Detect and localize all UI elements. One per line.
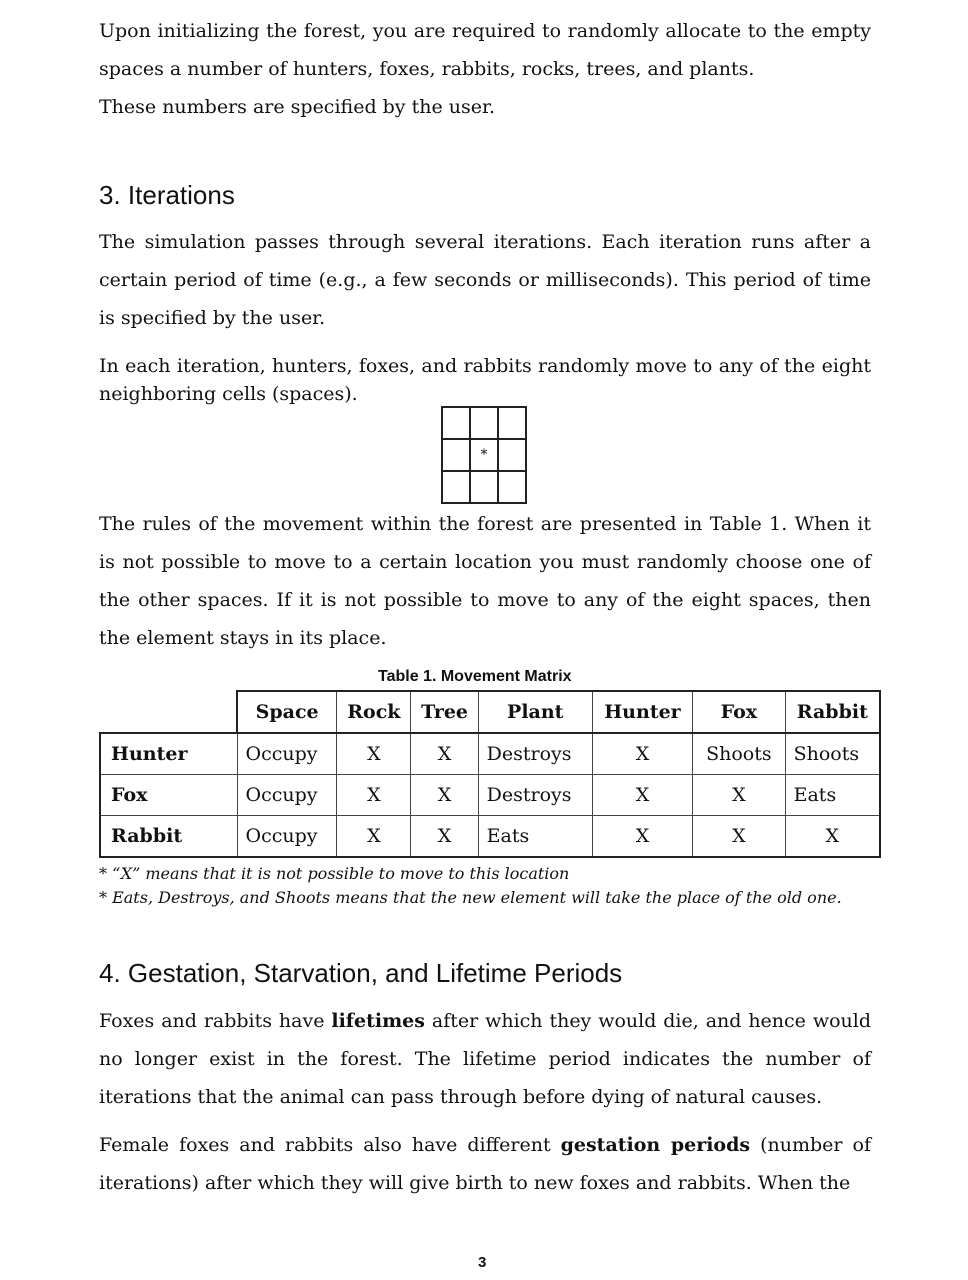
table-cell: X [693,816,786,858]
table-header: Fox [693,691,786,733]
grid-cell [442,439,470,471]
table-cell: Eats [478,816,592,858]
lifetime-paragraph [99,1002,871,1116]
table-cell: X [337,775,411,816]
gestation-paragraph [99,1126,871,1202]
table-cell: Shoots [785,733,880,775]
table-row [100,733,880,775]
table-cell: Shoots [693,733,786,775]
table-cell: X [411,775,478,816]
neighbor-grid-diagram [441,406,527,504]
movement-rules-paragraph: The rules of the movement within the forest are presented in Table 1. When it is not possible to move to a certain location you must randomly choose one of the other spaces. If it is not possible to move to any of the eight spaces, then the element stays in its place. [99,513,871,649]
intro-paragraph [99,12,871,126]
table-row [100,816,880,858]
grid-cell [498,471,526,503]
table-header: Tree [411,691,478,733]
movement-matrix-table [99,690,881,858]
table-cell: Eats [785,775,880,816]
table-header: Rock [337,691,411,733]
bold-term-gestation: gestation periods [560,1134,751,1156]
table-note-x: * “X” means that it is not possible to move to this location [99,864,570,883]
table-cell: X [411,816,478,858]
row-label: Rabbit [100,816,237,858]
table-cell: X [592,733,692,775]
row-label: Hunter [100,733,237,775]
text-run: Female foxes and rabbits also have different [99,1134,561,1156]
table-cell: X [693,775,786,816]
section-4-heading: 4. Gestation, Starvation, and Lifetime Periods [99,958,623,988]
table-header: Rabbit [785,691,880,733]
table-cell: X [411,733,478,775]
table-cell: Occupy [237,816,337,858]
table-cell: Occupy [237,775,337,816]
text-run: after which they would die, and hence would no longer exist in the forest. The lifetime period indicates the number of iterations that the animal can pass through before dying of natural causes. [99,1010,872,1108]
row-label: Fox [100,775,237,816]
intro-text: Upon initializing the forest, you are required to randomly allocate to the empty spaces a number of hunters, foxes, rabbits, rocks, trees, and plants. [99,20,871,80]
table-cell: X [337,733,411,775]
grid-cell [498,439,526,471]
table-corner [100,691,237,733]
table-note-eats: * Eats, Destroys, and Shoots means that the new element will take the place of the old one. [99,888,842,907]
table-cell: Destroys [478,733,592,775]
text-run: (number of iterations) after which they will give birth to new foxes and rabbits. When the [99,1134,871,1194]
section-3-heading: 3. Iterations [99,180,235,210]
table-header: Space [237,691,337,733]
table-cell: X [592,775,692,816]
text-run: Foxes and rabbits have [99,1010,332,1032]
table-cell: Destroys [478,775,592,816]
table-cell: X [592,816,692,858]
table-caption: Table 1. Movement Matrix [378,668,572,685]
table-cell: X [337,816,411,858]
iterations-paragraph-2: In each iteration, hunters, foxes, and rabbits randomly move to any of the eight neighboring cells (spaces). [99,355,871,405]
grid-cell [498,407,526,439]
table-row [100,775,880,816]
iterations-paragraph-1: The simulation passes through several iterations. Each iteration runs after a certain period of time (e.g., a few seconds or milliseconds). This period of time is specified by the user. [99,231,871,329]
intro-text-2: These numbers are specified by the user. [99,96,496,118]
grid-center-cell: * [470,439,498,471]
bold-term-lifetimes: lifetimes [331,1010,425,1032]
grid-cell [442,471,470,503]
page-number: 3 [478,1254,487,1271]
table-header: Plant [478,691,592,733]
grid-cell [470,471,498,503]
grid-cell [470,407,498,439]
table-header: Hunter [592,691,692,733]
grid-cell [442,407,470,439]
table-cell: X [785,816,880,858]
table-header-row [100,691,880,733]
table-cell: Occupy [237,733,337,775]
